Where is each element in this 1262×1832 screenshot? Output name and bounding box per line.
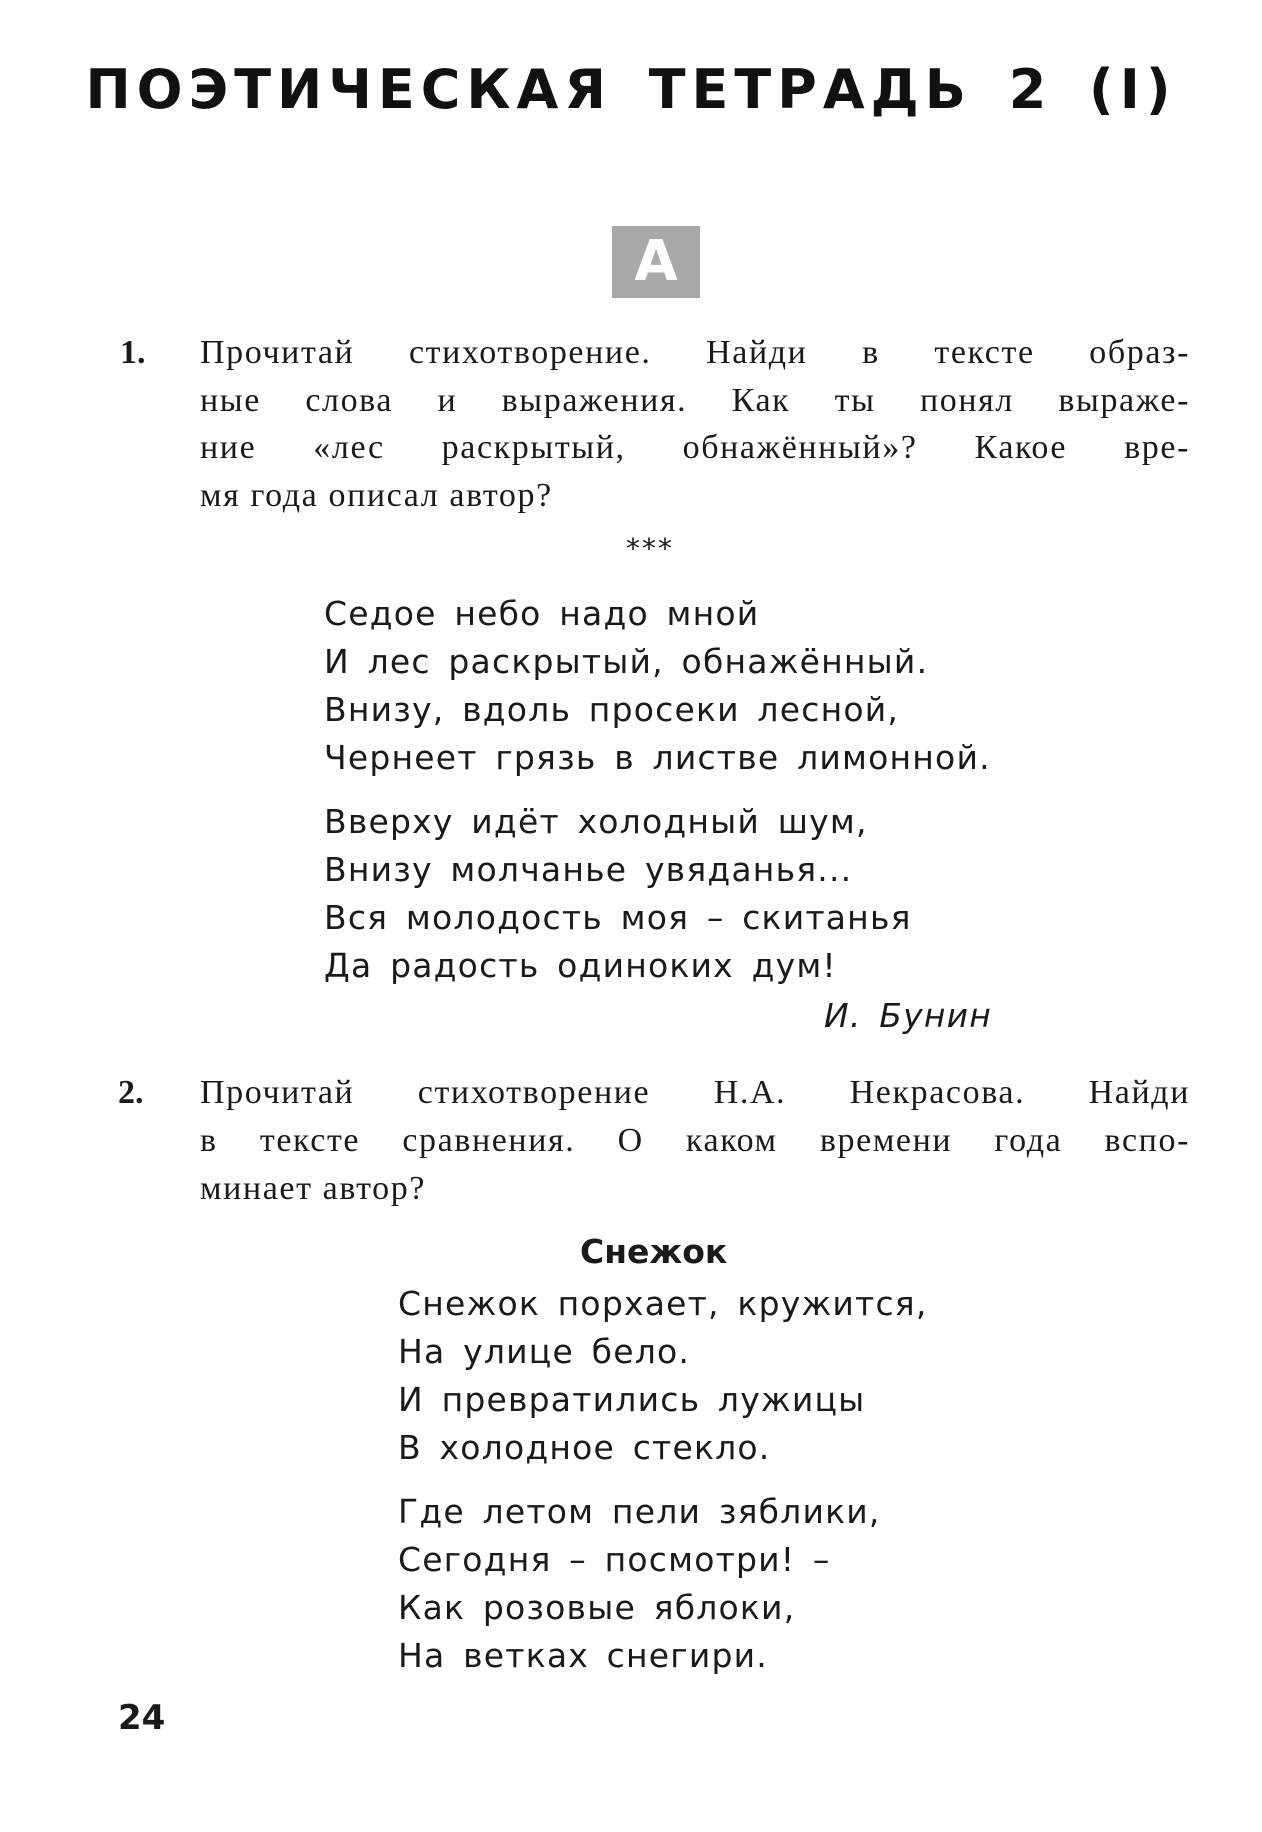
task-2-text-line: Прочитай стихотворение Н.А. Некрасова. Найди: [200, 1074, 1190, 1111]
task-2-number: 2.: [118, 1074, 144, 1111]
poem-1-heading: ***: [626, 532, 674, 565]
task-2-text-line: в тексте сравнения. О каком времени года вспо-: [200, 1122, 1190, 1159]
poem-1-line: Седое небо надо мной: [324, 594, 760, 633]
poem-2-title: Снежок: [580, 1232, 728, 1271]
task-1-text-line: ние «лес раскрытый, обнажённый»? Какое вре-: [200, 429, 1190, 466]
poem-1-line: Внизу, вдоль просеки лесной,: [324, 690, 900, 729]
poem-2-line: Где летом пели зяблики,: [398, 1492, 881, 1531]
poem-2-line: На улице бело.: [398, 1332, 691, 1371]
poem-1-line: Вся молодость моя – скитанья: [324, 898, 912, 937]
task-1-number: 1.: [120, 334, 146, 371]
poem-2-line: Снежок порхает, кружится,: [398, 1284, 928, 1323]
level-badge: А: [612, 226, 700, 298]
poem-1-line: Вверху идёт холодный шум,: [324, 802, 868, 841]
poem-1-line: Чернеет грязь в листве лимонной.: [324, 738, 991, 777]
task-1-text-line: мя года описал автор?: [200, 477, 553, 514]
task-1-text-line: Прочитай стихотворение. Найди в тексте образ-: [200, 334, 1190, 371]
task-1-text-line: ные слова и выражения. Как ты понял выраже-: [200, 382, 1190, 419]
poem-2-line: В холодное стекло.: [398, 1428, 771, 1467]
poem-2-line: И превратились лужицы: [398, 1380, 866, 1419]
poem-1-line: Внизу молчанье увяданья...: [324, 850, 853, 889]
poem-1-author: И. Бунин: [824, 996, 993, 1035]
page-number: 24: [118, 1698, 166, 1738]
task-2-text-line: минает автор?: [200, 1170, 427, 1207]
poem-1-line: И лес раскрытый, обнажённый.: [324, 642, 929, 681]
poem-2-line: Сегодня – посмотри! –: [398, 1540, 831, 1579]
poem-1-line: Да радость одиноких дум!: [324, 946, 837, 985]
poem-2-line: На ветках снегири.: [398, 1636, 768, 1675]
page-title: ПОЭТИЧЕСКАЯ ТЕТРАДЬ 2 (I): [85, 58, 1177, 121]
poem-2-line: Как розовые яблоки,: [398, 1588, 796, 1627]
